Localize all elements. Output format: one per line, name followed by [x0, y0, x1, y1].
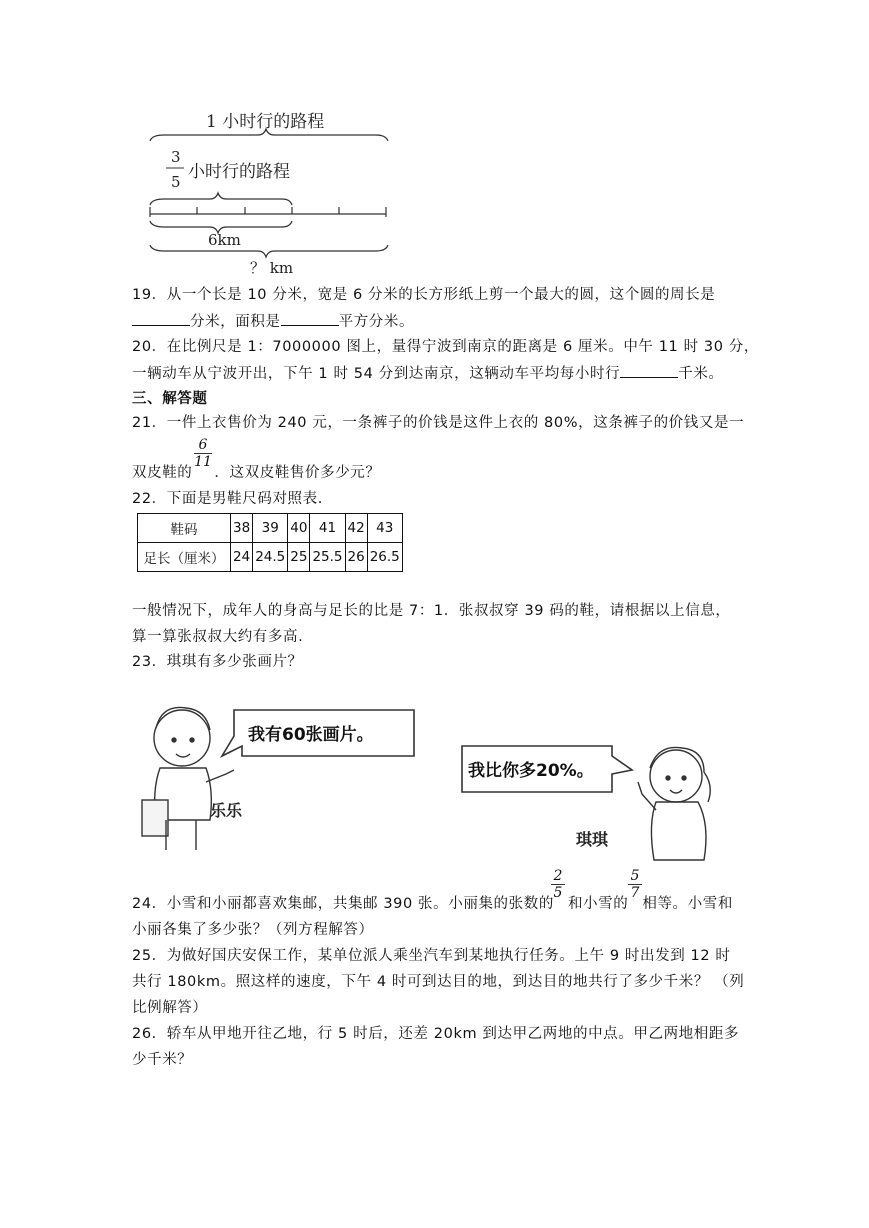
q19-part-b: 平方分米。 [338, 314, 415, 330]
diagram-unknown-label: ？ km [250, 259, 294, 277]
boy-figure [142, 707, 234, 850]
table-cell: 40 [288, 514, 310, 543]
table-row [138, 514, 403, 543]
distance-diagram [140, 105, 400, 280]
shoe-size-table [137, 513, 403, 572]
diagram-fraction-den: 5 [171, 173, 181, 191]
brace-fraction [150, 193, 292, 205]
table-cell: 26 [345, 543, 367, 572]
q22-text1: 一般情况下，成年人的身高与足长的比是 7：1．张叔叔穿 39 码的鞋，请根据以上信息， [132, 603, 731, 619]
q21-frac-num: 6 [198, 437, 208, 453]
segment-ticks [150, 207, 386, 217]
name-left: 乐乐 [210, 801, 243, 820]
table-cell: 41 [310, 514, 345, 543]
q21-line2 [132, 463, 381, 483]
q19-blank-a[interactable] [132, 311, 190, 326]
q24-mid: 和小雪的 [567, 896, 629, 912]
table-row-label: 足长（厘米） [138, 543, 231, 572]
q24-pre: 24．小雪和小丽都喜欢集邮，共集邮 390 张。小丽集的张数的 [132, 896, 554, 912]
q21-line1: 21．一件上衣售价为 240 元，一条裤子的价钱是这件上衣的 80%，这条裤子的价钱又是一 [132, 415, 745, 431]
q19-part-a: 分米，面积是 [190, 314, 281, 330]
q24-f1-num: 2 [553, 868, 563, 884]
q23-illustration [130, 690, 740, 870]
diagram-distance-label: 6km [208, 231, 241, 249]
q19-blank-b[interactable] [281, 311, 339, 326]
q21-frac-den: 11 [194, 454, 212, 470]
q21-line2-post: ．这双皮鞋售价多少元？ [214, 465, 381, 481]
q19-line1: 19．从一个长是 10 分米，宽是 6 分米的长方形纸上剪一个最大的圆，这个圆的周长是 [132, 287, 716, 303]
brace-bottom [150, 245, 388, 257]
table-cell: 26.5 [367, 543, 402, 572]
q23-intro: 23．琪琪有多少张画片？ [132, 654, 303, 670]
table-cell: 39 [253, 514, 288, 543]
table-cell: 42 [345, 514, 367, 543]
q24-line2: 小丽各集了多少张？（列方程解答） [132, 922, 374, 938]
q24-line1 [132, 894, 733, 914]
q20-line2 [132, 363, 724, 384]
q22-text2: 算一算张叔叔大约有多高. [132, 629, 304, 645]
diagram-top-label: 1 小时行的路程 [206, 112, 325, 132]
q26-line2: 少千米？ [132, 1052, 193, 1068]
q20-line1: 20．在比例尺是 1：7000000 图上，量得宁波到南京的距离是 6 厘米。中午 11 时 30 分， [132, 339, 759, 355]
table-cell: 25 [288, 543, 310, 572]
q20-line2-text: 一辆动车从宁波开出，下午 1 时 54 分到达南京，这辆动车平均每小时行 [132, 366, 621, 382]
bubble-right-text: 我比你多20%。 [468, 761, 594, 781]
q24-f2-num: 5 [630, 868, 640, 884]
table-cell: 24 [231, 543, 253, 572]
q21-line2-pre: 双皮鞋的 [132, 465, 193, 481]
girl-figure [638, 747, 710, 860]
section-heading: 三、解答题 [132, 391, 208, 407]
diagram-fraction-num: 3 [171, 148, 181, 166]
table-row-label: 鞋码 [138, 514, 231, 543]
table-cell: 38 [231, 514, 253, 543]
q22-intro: 22．下面是男鞋尺码对照表. [132, 491, 323, 507]
q26-line1: 26．轿车从甲地开往乙地，行 5 时后，还差 20km 到达甲乙两地的中点。甲乙两地相距多 [132, 1026, 740, 1042]
name-right: 琪琪 [576, 830, 609, 849]
q24-post: 相等。小雪和 [642, 896, 733, 912]
table-cell: 25.5 [310, 543, 345, 572]
q20-line2-end: 千米。 [678, 366, 724, 382]
q25-line1: 25．为做好国庆安保工作，某单位派人乘坐汽车到某地执行任务。上午 9 时出发到 12 时 [132, 948, 731, 964]
q20-blank[interactable] [620, 363, 678, 378]
q24-f1-den: 5 [551, 884, 565, 901]
q24-f2-den: 7 [628, 884, 642, 901]
bubble-left-text: 我有60张画片。 [248, 725, 374, 745]
table-cell: 43 [367, 514, 402, 543]
q19-line2 [132, 311, 414, 332]
q25-line3: 比例解答） [132, 1000, 208, 1016]
diagram-fraction-label: 小时行的路程 [188, 162, 290, 182]
table-cell: 24.5 [253, 543, 288, 572]
q25-line2: 共行 180km。照这样的速度，下午 4 时可到达目的地，到达目的地共行了多少千米？ （列 [132, 974, 745, 990]
table-row [138, 543, 403, 572]
